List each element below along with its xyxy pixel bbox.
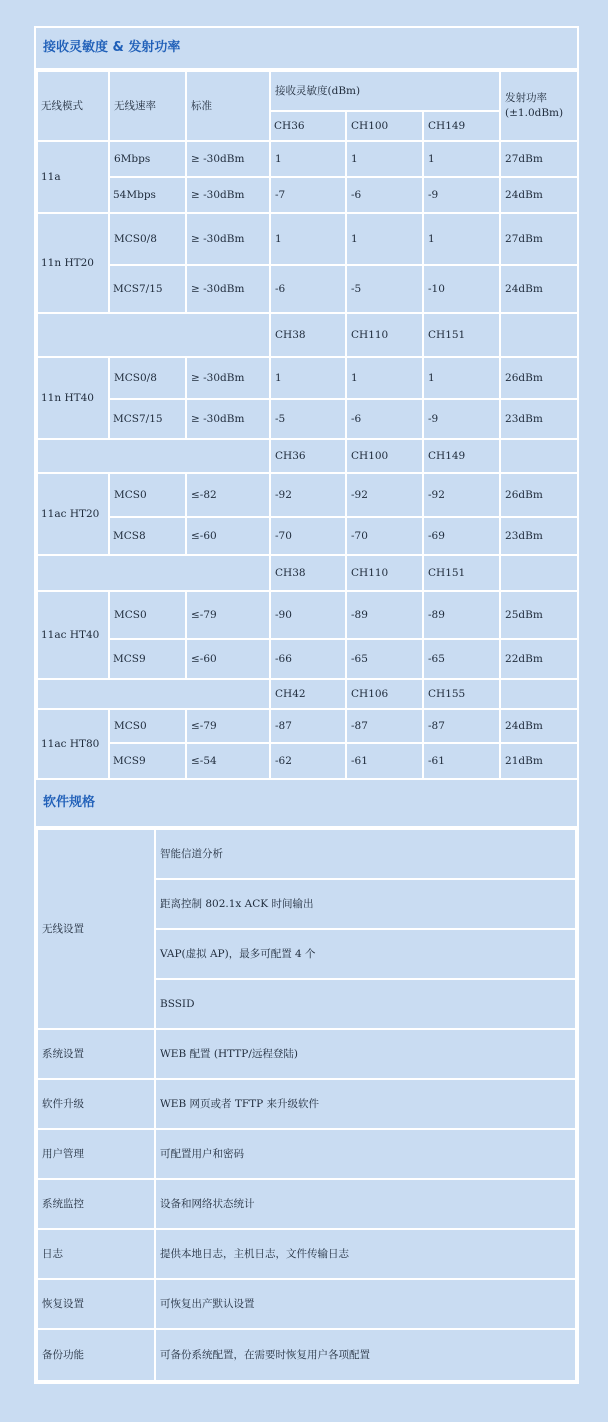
sensitivity-table — [36, 70, 579, 780]
software-value: BSSID — [155, 979, 576, 1029]
header-tx-power: 发射功率 (±1.0dBm) — [500, 71, 578, 141]
value-cell: -89 — [346, 591, 423, 639]
software-value: 设备和网络状态统计 — [155, 1179, 576, 1229]
value-cell: -90 — [270, 591, 346, 639]
header-mode: 无线模式 — [37, 71, 109, 141]
value-cell: -92 — [270, 473, 346, 517]
software-value: WEB 配置 (HTTP/远程登陆) — [155, 1029, 576, 1079]
rate-cell: MCS0 — [109, 709, 186, 743]
standard-cell: ≥ -30dBm — [186, 141, 270, 177]
channel-cell: CH110 — [346, 313, 423, 357]
standard-cell: ≤-54 — [186, 743, 270, 779]
tx-cell: 25dBm — [500, 591, 578, 639]
tx-cell: 21dBm — [500, 743, 578, 779]
value-cell: -9 — [423, 177, 500, 213]
standard-cell: ≤-82 — [186, 473, 270, 517]
channel-cell: CH151 — [423, 555, 500, 591]
value-cell: -5 — [270, 399, 346, 439]
value-cell: -6 — [346, 177, 423, 213]
section-title-software: 软件规格 — [36, 780, 577, 828]
value-cell: -87 — [346, 709, 423, 743]
channel-cell: CH100 — [346, 111, 423, 141]
value-cell: -66 — [270, 639, 346, 679]
rate-cell: MCS8 — [109, 517, 186, 555]
standard-cell: ≤-60 — [186, 517, 270, 555]
tx-cell: 23dBm — [500, 399, 578, 439]
mode-cell: 11n HT20 — [37, 213, 109, 313]
value-cell: -6 — [270, 265, 346, 313]
rate-cell: MCS9 — [109, 639, 186, 679]
rate-cell: MCS7/15 — [109, 399, 186, 439]
software-table — [36, 828, 577, 1382]
software-value: 距离控制 802.1x ACK 时间输出 — [155, 879, 576, 929]
value-cell: 1 — [346, 357, 423, 399]
value-cell: 1 — [270, 141, 346, 177]
blank-cell — [37, 313, 270, 357]
tx-cell: 26dBm — [500, 357, 578, 399]
value-cell: 1 — [423, 141, 500, 177]
header-rate: 无线速率 — [109, 71, 186, 141]
software-value: 智能信道分析 — [155, 829, 576, 879]
value-cell: -69 — [423, 517, 500, 555]
software-label: 软件升级 — [37, 1079, 155, 1129]
rate-cell: MCS0/8 — [109, 213, 186, 265]
mode-cell: 11ac HT40 — [37, 591, 109, 679]
value-cell: -10 — [423, 265, 500, 313]
value-cell: -65 — [423, 639, 500, 679]
value-cell: -7 — [270, 177, 346, 213]
value-cell: -89 — [423, 591, 500, 639]
standard-cell: ≥ -30dBm — [186, 357, 270, 399]
channel-cell: CH149 — [423, 439, 500, 473]
software-label: 用户管理 — [37, 1129, 155, 1179]
value-cell: -61 — [423, 743, 500, 779]
mode-cell: 11ac HT80 — [37, 709, 109, 779]
rate-cell: MCS0 — [109, 591, 186, 639]
value-cell: 1 — [423, 213, 500, 265]
value-cell: -87 — [423, 709, 500, 743]
blank-cell — [500, 679, 578, 709]
tx-cell: 27dBm — [500, 141, 578, 177]
channel-cell: CH155 — [423, 679, 500, 709]
value-cell: 1 — [346, 141, 423, 177]
standard-cell: ≤-79 — [186, 709, 270, 743]
value-cell: -65 — [346, 639, 423, 679]
software-value: 可备份系统配置，在需要时恢复用户各项配置 — [155, 1329, 576, 1381]
channel-cell: CH110 — [346, 555, 423, 591]
rate-cell: MCS7/15 — [109, 265, 186, 313]
value-cell: -92 — [423, 473, 500, 517]
software-value: 提供本地日志，主机日志，文件传输日志 — [155, 1229, 576, 1279]
blank-cell — [500, 439, 578, 473]
tx-cell: 22dBm — [500, 639, 578, 679]
value-cell: 1 — [270, 213, 346, 265]
software-value: VAP(虚拟 AP)，最多可配置 4 个 — [155, 929, 576, 979]
standard-cell: ≥ -30dBm — [186, 399, 270, 439]
tx-cell: 24dBm — [500, 265, 578, 313]
rate-cell: MCS0/8 — [109, 357, 186, 399]
standard-cell: ≤-60 — [186, 639, 270, 679]
software-value: 可恢复出产默认设置 — [155, 1279, 576, 1329]
rate-cell: MCS9 — [109, 743, 186, 779]
blank-cell — [500, 313, 578, 357]
tx-cell: 23dBm — [500, 517, 578, 555]
channel-cell: CH36 — [270, 111, 346, 141]
value-cell: -61 — [346, 743, 423, 779]
channel-cell: CH106 — [346, 679, 423, 709]
value-cell: -70 — [270, 517, 346, 555]
channel-cell: CH100 — [346, 439, 423, 473]
software-label: 备份功能 — [37, 1329, 155, 1381]
value-cell: 1 — [423, 357, 500, 399]
channel-cell: CH42 — [270, 679, 346, 709]
software-label: 无线设置 — [37, 829, 155, 1029]
software-label: 日志 — [37, 1229, 155, 1279]
channel-cell: CH38 — [270, 313, 346, 357]
standard-cell: ≥ -30dBm — [186, 265, 270, 313]
blank-cell — [37, 439, 270, 473]
software-value: 可配置用户和密码 — [155, 1129, 576, 1179]
rate-cell: 6Mbps — [109, 141, 186, 177]
software-label: 系统设置 — [37, 1029, 155, 1079]
standard-cell: ≥ -30dBm — [186, 213, 270, 265]
rate-cell: 54Mbps — [109, 177, 186, 213]
software-label: 系统监控 — [37, 1179, 155, 1229]
tx-cell: 24dBm — [500, 709, 578, 743]
value-cell: 1 — [270, 357, 346, 399]
rate-cell: MCS0 — [109, 473, 186, 517]
channel-cell: CH149 — [423, 111, 500, 141]
blank-cell — [37, 679, 270, 709]
value-cell: -6 — [346, 399, 423, 439]
blank-cell — [37, 555, 270, 591]
tx-cell: 26dBm — [500, 473, 578, 517]
standard-cell: ≥ -30dBm — [186, 177, 270, 213]
header-standard: 标准 — [186, 71, 270, 141]
software-label: 恢复设置 — [37, 1279, 155, 1329]
value-cell: 1 — [346, 213, 423, 265]
value-cell: -9 — [423, 399, 500, 439]
channel-cell: CH151 — [423, 313, 500, 357]
software-value: WEB 网页或者 TFTP 来升级软件 — [155, 1079, 576, 1129]
blank-cell — [500, 555, 578, 591]
value-cell: -92 — [346, 473, 423, 517]
tx-cell: 27dBm — [500, 213, 578, 265]
value-cell: -5 — [346, 265, 423, 313]
standard-cell: ≤-79 — [186, 591, 270, 639]
section-title-sensitivity: 接收灵敏度 & 发射功率 — [36, 28, 577, 70]
mode-cell: 11a — [37, 141, 109, 213]
value-cell: -70 — [346, 517, 423, 555]
mode-cell: 11n HT40 — [37, 357, 109, 439]
value-cell: -87 — [270, 709, 346, 743]
mode-cell: 11ac HT20 — [37, 473, 109, 555]
channel-cell: CH36 — [270, 439, 346, 473]
value-cell: -62 — [270, 743, 346, 779]
tx-cell: 24dBm — [500, 177, 578, 213]
spec-sheet — [34, 26, 579, 1384]
channel-cell: CH38 — [270, 555, 346, 591]
header-rx-sensitivity: 接收灵敏度(dBm) — [270, 71, 500, 111]
